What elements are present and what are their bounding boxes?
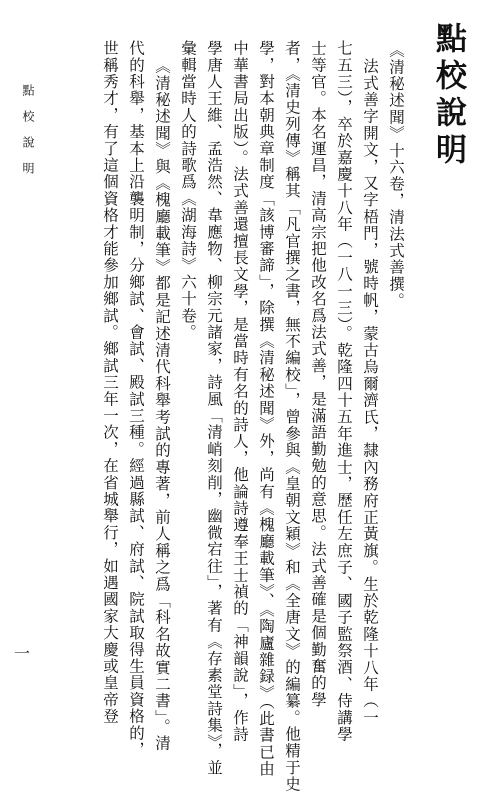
text-column-11: 代的科舉，基本上沿襲明制，分鄉試、會試、殿試三種。經過縣試、府試、院試取得生員資格的， bbox=[127, 40, 145, 759]
text-column-3: 七五三），卒於嘉慶十八年（一八一三）。乾隆四十五年進士，歷任左庶子、國子監祭酒、侍講學 bbox=[335, 40, 353, 743]
text-column-4: 士等官。本名運昌，清高宗把他改名爲法式善，是滿語勤勉的意思。法式善確是個勤奮的學 bbox=[309, 40, 327, 708]
page-number: 一 bbox=[14, 644, 31, 663]
text-column-6: 學，對本朝典章制度「該博審諦」，除撰《清秘述聞》外，尚有《槐廳載筆》、《陶廬雜録》（此書已由 bbox=[257, 40, 275, 778]
text-column-8: 學唐人王維、孟浩然、韋應物、柳宗元諸家，詩風「清峭刻削，幽微宕往」，著有《存素堂詩集》，並 bbox=[205, 40, 223, 776]
running-head: 點校說明 bbox=[21, 84, 35, 188]
page-title: 點校說明 bbox=[430, 22, 466, 170]
text-column-7: 中華書局出版）。法式善還擅長文學，是當時有名的詩人，他論詩遵奉王士禎的「神韻說」，作詩 bbox=[231, 40, 249, 743]
text-column-1: 《清秘述聞》十六卷，清法式善撰。 bbox=[387, 42, 405, 310]
text-column-2: 法式善字開文，又字梧門，號時帆，蒙古烏爾濟氏，隸內務府正黃旗。生於乾隆十八年（一 bbox=[361, 58, 379, 726]
text-column-10: 《清秘述聞》與《槐廳載筆》都是記述清代科舉考試的專著，前人稱之爲「科名故實二書」。清 bbox=[153, 58, 171, 752]
text-column-9: 彙輯當時人的詩歌爲《湖海詩》六十卷。 bbox=[179, 40, 197, 341]
text-column-5: 者，《清史列傳》稱其「凡官撰之書，無不編校」，曾參與《皇朝文穎》和《全唐文》的編纂。他精于史 bbox=[283, 40, 301, 793]
text-column-12: 世稱秀才，有了這個資格才能參加鄉試。鄉試三年一次，在省城舉行，如遇國家大慶或皇帝登 bbox=[101, 40, 119, 725]
